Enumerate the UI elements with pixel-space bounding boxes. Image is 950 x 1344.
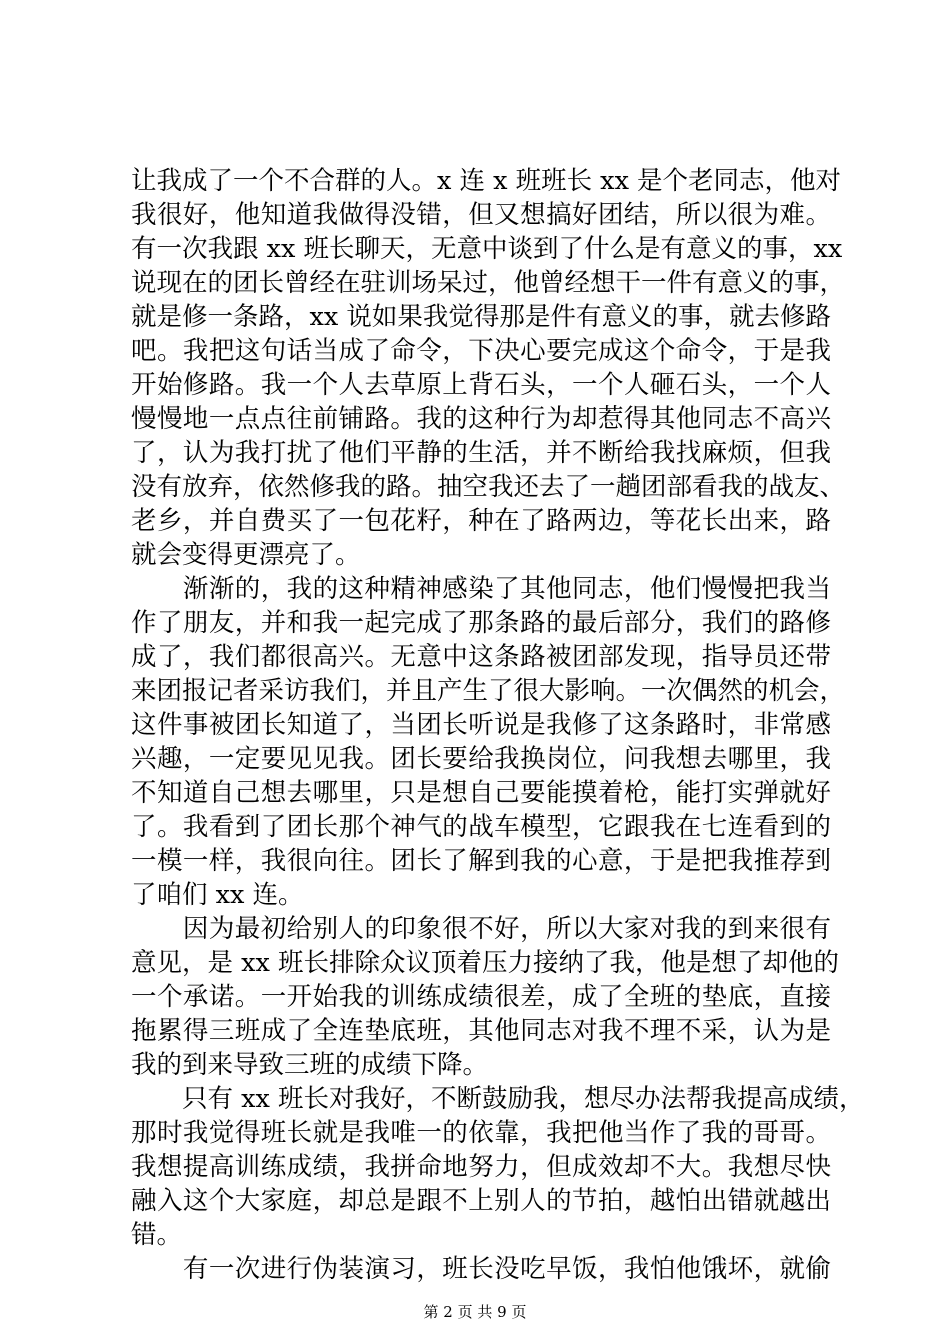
body-text-line: 意见，是 xx 班长排除众议顶着压力接纳了我，他是想了却他的 <box>131 948 839 978</box>
body-text-line: 吧。我把这句话当成了命令，下决心要完成这个命令，于是我 <box>131 336 831 366</box>
body-text-line: 一模一样，我很向往。团长了解到我的心意，于是把我推荐到 <box>131 846 831 876</box>
body-text-line: 作了朋友，并和我一起完成了那条路的最后部分，我们的路修 <box>131 608 831 638</box>
body-text-line: 渐渐的，我的这种精神感染了其他同志，他们慢慢把我当 <box>131 574 831 604</box>
page-footer: 第 2 页 共 9 页 <box>423 1303 527 1321</box>
body-text-line: 有一次进行伪装演习，班长没吃早饭，我怕他饿坏，就偷 <box>131 1254 831 1284</box>
body-text-line: 那时我觉得班长就是我唯一的依靠，我把他当作了我的哥哥。 <box>131 1118 831 1148</box>
body-text-line: 一个承诺。一开始我的训练成绩很差，成了全班的垫底，直接 <box>131 982 831 1012</box>
body-text-line: 慢慢地一点点往前铺路。我的这种行为却惹得其他同志不高兴 <box>131 404 831 434</box>
body-text-line: 了，认为我打扰了他们平静的生活，并不断给我找麻烦，但我 <box>131 438 831 468</box>
body-text-line: 了。我看到了团长那个神气的战车模型，它跟我在七连看到的 <box>131 812 831 842</box>
body-text-line: 成了，我们都很高兴。无意中这条路被团部发现，指导员还带 <box>131 642 831 672</box>
body-text-line: 拖累得三班成了全连垫底班，其他同志对我不理不采，认为是 <box>131 1016 831 1046</box>
body-text-line: 就是修一条路，xx 说如果我觉得那是件有意义的事，就去修路 <box>131 302 831 332</box>
body-text-line: 老乡，并自费买了一包花籽，种在了路两边，等花长出来，路 <box>131 506 831 536</box>
body-text-line: 开始修路。我一个人去草原上背石头，一个人砸石头，一个人 <box>131 370 831 400</box>
body-text-line: 只有 xx 班长对我好，不断鼓励我，想尽办法帮我提高成绩， <box>131 1084 865 1114</box>
body-text-line: 不知道自己想去哪里，只是想自己要能摸着枪，能打实弹就好 <box>131 778 831 808</box>
body-text-line: 了咱们 xx 连。 <box>131 880 304 910</box>
body-text-line: 来团报记者采访我们，并且产生了很大影响。一次偶然的机会， <box>131 676 846 706</box>
body-text-line: 有一次我跟 xx 班长聊天，无意中谈到了什么是有意义的事，xx <box>131 234 843 264</box>
body-text-line: 我很好，他知道我做得没错，但又想搞好团结，所以很为难。 <box>131 200 831 230</box>
body-text-line: 这件事被团长知道了，当团长听说是我修了这条路时，非常感 <box>131 710 831 740</box>
body-text-line: 没有放弃，依然修我的路。抽空我还去了一趟团部看我的战友、 <box>131 472 846 502</box>
body-text-line: 融入这个大家庭，却总是跟不上别人的节拍，越怕出错就越出 <box>131 1186 831 1216</box>
body-text-line: 因为最初给别人的印象很不好，所以大家对我的到来很有 <box>131 914 831 944</box>
body-text-line: 我的到来导致三班的成绩下降。 <box>131 1050 489 1080</box>
body-text-line: 我想提高训练成绩，我拼命地努力，但成效却不大。我想尽快 <box>131 1152 831 1182</box>
body-text-line: 说现在的团长曾经在驻训场呆过，他曾经想干一件有意义的事， <box>131 268 846 298</box>
body-text-line: 就会变得更漂亮了。 <box>131 540 361 570</box>
body-text-line: 让我成了一个不合群的人。x 连 x 班班长 xx 是个老同志，他对 <box>131 166 842 196</box>
body-text-line: 错。 <box>131 1220 183 1250</box>
body-text-line: 兴趣，一定要见见我。团长要给我换岗位，问我想去哪里，我 <box>131 744 831 774</box>
